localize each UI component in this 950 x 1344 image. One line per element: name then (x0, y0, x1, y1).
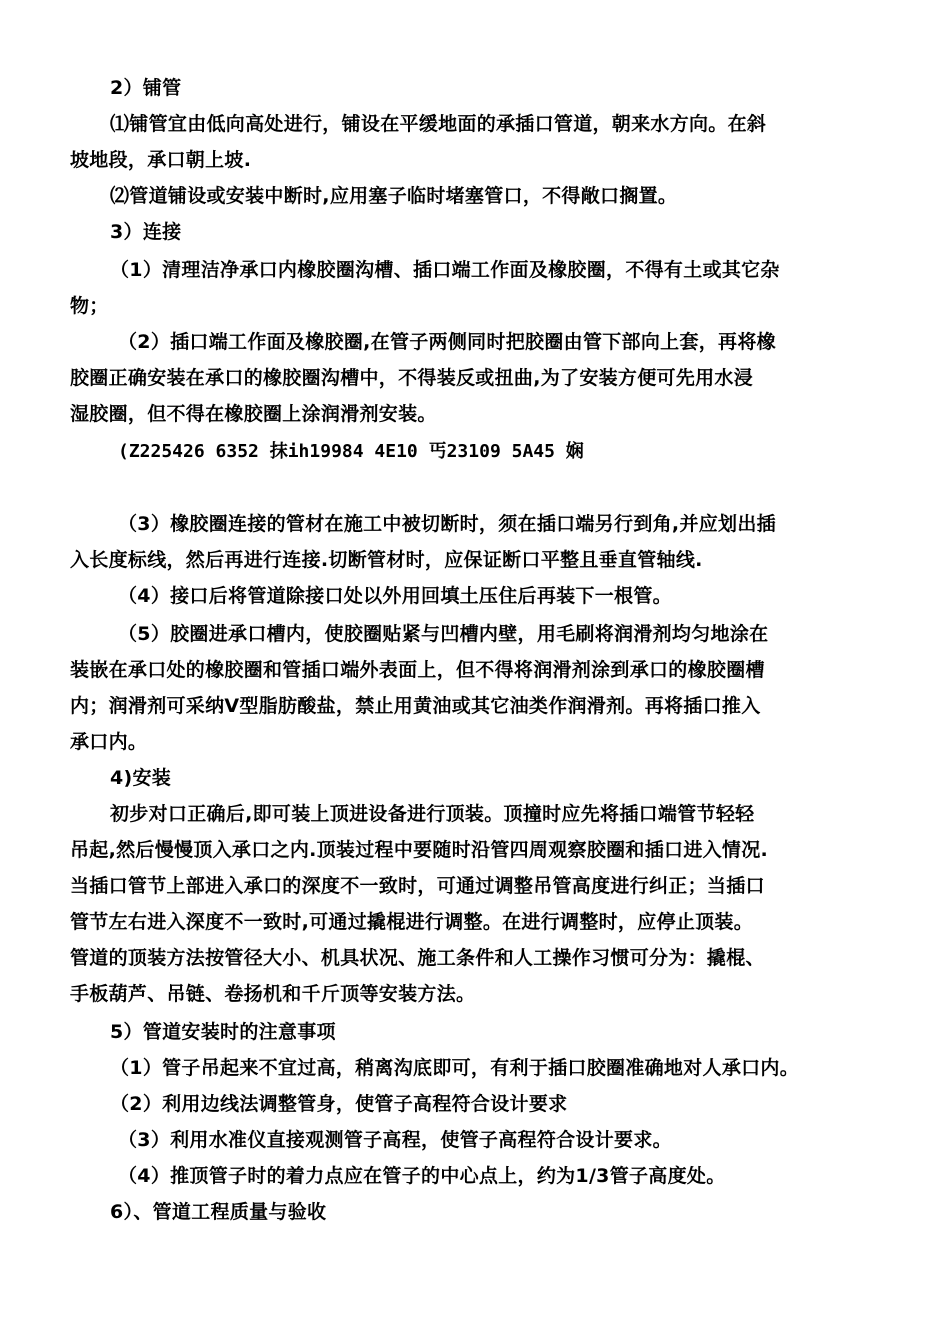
paragraph-line: （4）接口后将管道除接口处以外用回填土压住后再装下一根管。 (118, 585, 672, 607)
paragraph-line: ⑴铺管宜由低向高处进行，铺设在平缓地面的承插口管道，朝来水方向。在斜 (110, 113, 767, 135)
paragraph-line: 管道的顶装方法按管径大小、机具状况、施工条件和人工操作习惯可分为：撬棍、 (70, 947, 765, 969)
paragraph-line: （5）胶圈进承口槽内，使胶圈贴紧与凹槽内壁，用毛刷将润滑剂均匀地涂在 (118, 623, 769, 645)
paragraph-line: （4）推顶管子时的着力点应在管子的中心点上，约为1/3管子高度处。 (118, 1165, 726, 1187)
paragraph-line: （3）利用水准仪直接观测管子高程，使管子高程符合设计要求。 (118, 1129, 672, 1151)
paragraph-line: 物； (70, 295, 109, 317)
paragraph-line: ⑵管道铺设或安装中断时,应用塞子临时堵塞管口，不得敞口搁置。 (110, 185, 678, 207)
paragraph-line: 坡地段，承口朝上坡. (70, 149, 252, 171)
paragraph-line: 入长度标线，然后再进行连接.切断管材时，应保证断口平整且垂直管轴线. (70, 549, 703, 571)
paragraph-line: （2）利用边线法调整管身，使管子高程符合设计要求 (110, 1093, 568, 1115)
heading-installation: 4)安装 (110, 767, 172, 789)
paragraph-line: 装嵌在承口处的橡胶圈和管插口端外表面上，但不得将润滑剂涂到承口的橡胶圈槽 (70, 659, 765, 681)
paragraph-line: （1）管子吊起来不宜过高，稍离沟底即可，有利于插口胶圈准确地对人承口内。 (110, 1057, 800, 1079)
garbled-code-line: (Z225426 6352 抹ih19984 4E10 丐23109 5A45 娴 (118, 441, 584, 462)
paragraph-line: （1）清理洁净承口内橡胶圈沟槽、插口端工作面及橡胶圈，不得有土或其它杂 (110, 259, 780, 281)
paragraph-line: 内；润滑剂可采纳V型脂肪酸盐，禁止用黄油或其它油类作润滑剂。再将插口推入 (70, 695, 761, 717)
paragraph-line: 承口内。 (70, 731, 148, 753)
heading-installation-notes: 5）管道安装时的注意事项 (110, 1021, 336, 1043)
paragraph-line: 管节左右进入深度不一致时,可通过撬棍进行调整。在进行调整时，应停止顶装。 (70, 911, 754, 933)
paragraph-line: 吊起,然后慢慢顶入承口之内.顶装过程中要随时沿管四周观察胶圈和插口进入情况. (70, 839, 769, 861)
paragraph-line: （3）橡胶圈连接的管材在施工中被切断时，须在插口端另行到角,并应划出插 (118, 513, 776, 535)
paragraph-line: 初步对口正确后,即可装上顶进设备进行顶装。顶撞时应先将插口端管节轻轻 (110, 803, 755, 825)
paragraph-line: 当插口管节上部进入承口的深度不一致时，可通过调整吊管高度进行纠正；当插口 (70, 875, 765, 897)
paragraph-line: （2）插口端工作面及橡胶圈,在管子两侧同时把胶圈由管下部向上套，再将橡 (118, 331, 776, 353)
paragraph-line: 湿胶圈，但不得在橡胶圈上涂润滑剂安装。 (70, 403, 437, 425)
paragraph-line: 胶圈正确安装在承口的橡胶圈沟槽中，不得装反或扭曲,为了安装方便可先用水浸 (70, 367, 754, 389)
heading-quality-acceptance: 6）、管道工程质量与验收 (110, 1201, 327, 1223)
paragraph-line: 手板葫芦、吊链、卷扬机和千斤顶等安装方法。 (70, 983, 476, 1005)
heading-pipe-laying: 2）铺管 (110, 77, 182, 99)
heading-connection: 3）连接 (110, 221, 182, 243)
